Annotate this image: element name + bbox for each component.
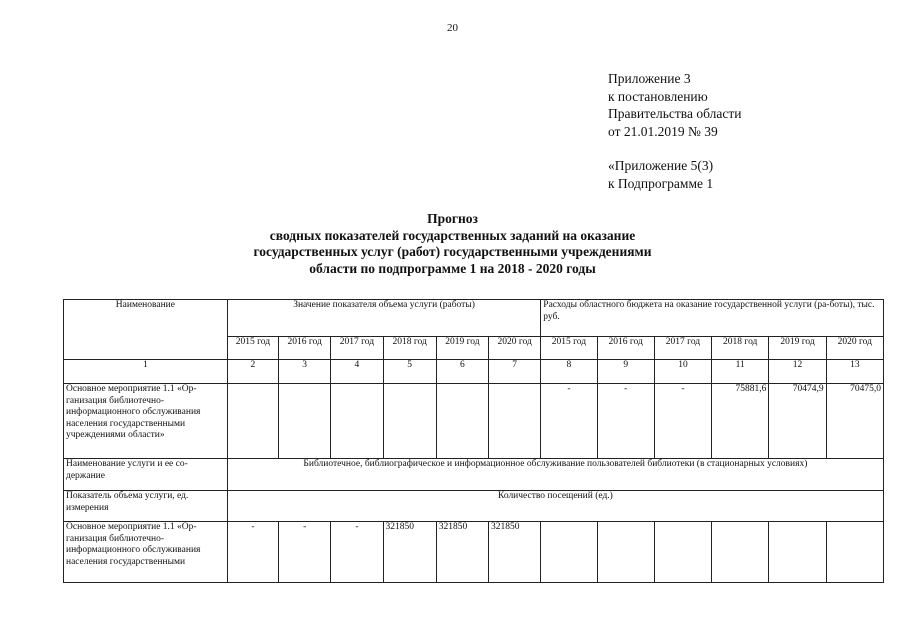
column-number: 11 (712, 360, 769, 384)
table-cell (826, 522, 883, 583)
table-cell: 321850 (436, 522, 488, 583)
column-number: 1 (64, 360, 228, 384)
column-number: 12 (769, 360, 826, 384)
table-cell (436, 384, 488, 459)
table-row (64, 384, 884, 459)
column-number: 2 (227, 360, 278, 384)
row-name: Основное мероприятие 1.1 «Ор-ганизация библиотечно-информационного обслуживания населения государственными учреждениями области» (64, 384, 228, 459)
table-cell: - (597, 384, 654, 459)
table-cell: - (227, 522, 278, 583)
page-number: 20 (447, 22, 458, 34)
appendix-line: «Приложение 5(3) (608, 158, 714, 173)
table-cell: - (654, 384, 711, 459)
table-cell (654, 522, 711, 583)
table-cell (769, 522, 826, 583)
volume-indicator: Количество посещений (ед.) (227, 491, 883, 522)
column-number: 3 (279, 360, 331, 384)
table-cell: - (331, 522, 383, 583)
column-number: 8 (541, 360, 597, 384)
header-year: 2017 год (331, 337, 383, 360)
table-cell: - (541, 384, 597, 459)
table-cell: 70474,9 (769, 384, 826, 459)
table-row (64, 522, 884, 583)
header-name: Наименование (64, 300, 228, 360)
appendix-line: Приложение 3 (608, 71, 691, 86)
forecast-table (63, 299, 884, 583)
table-cell (597, 522, 654, 583)
header-year: 2018 год (712, 337, 769, 360)
column-number: 5 (383, 360, 436, 384)
column-number: 6 (436, 360, 488, 384)
table-cell (279, 384, 331, 459)
table-cell (383, 384, 436, 459)
title-line: области по подпрограмме 1 на 2018 - 2020 годы (309, 260, 596, 276)
column-number: 4 (331, 360, 383, 384)
table-cell (331, 384, 383, 459)
header-year: 2015 год (227, 337, 278, 360)
table-cell (712, 522, 769, 583)
row-name: Наименование услуги и ее со-держание (64, 459, 228, 491)
appendix-line: от 21.01.2019 № 39 (608, 123, 718, 139)
title-line: государственных услуг (работ) государственными учреждениями (253, 244, 652, 259)
column-number: 13 (826, 360, 883, 384)
table-header-row (64, 300, 884, 337)
title-line: Прогноз (427, 211, 478, 226)
appendix-block (608, 70, 741, 192)
column-number: 7 (489, 360, 541, 384)
column-number: 10 (654, 360, 711, 384)
header-year: 2016 год (597, 337, 654, 360)
header-year: 2019 год (436, 337, 488, 360)
header-year: 2020 год (826, 337, 883, 360)
header-year: 2016 год (279, 337, 331, 360)
appendix-line: к постановлению (608, 88, 708, 104)
table-cell: 321850 (383, 522, 436, 583)
appendix-line: к Подпрограмме 1 (608, 175, 714, 191)
table-cell: 75881,6 (712, 384, 769, 459)
header-year: 2020 год (489, 337, 541, 360)
table-cell (227, 384, 278, 459)
appendix-line: Правительства области (608, 106, 742, 121)
table-cell: 70475,0 (826, 384, 883, 459)
table-cell (489, 384, 541, 459)
table-cell: 321850 (489, 522, 541, 583)
header-expense-group: Расходы областного бюджета на оказание государственной услуги (ра-боты), тыс. руб. (541, 300, 884, 337)
title-line: сводных показателей государственных заданий на оказание (269, 227, 636, 243)
header-year: 2017 год (654, 337, 711, 360)
service-description: Библиотечное, библиографическое и информационное обслуживание пользователей библиотеки (в стационарных условиях) (227, 459, 883, 491)
row-name: Показатель объема услуги, ед. измерения (64, 491, 228, 522)
table-cell (541, 522, 597, 583)
table-row (64, 459, 884, 491)
document-title (0, 211, 905, 277)
row-name: Основное мероприятие 1.1 «Ор-ганизация библиотечно-информационного обслуживания населения государственными (64, 522, 228, 583)
header-year: 2015 год (541, 337, 597, 360)
table-cell: - (279, 522, 331, 583)
table-row (64, 491, 884, 522)
table-colnum-row (64, 360, 884, 384)
column-number: 9 (597, 360, 654, 384)
header-year: 2018 год (383, 337, 436, 360)
header-volume-group: Значение показателя объема услуги (работы) (227, 300, 541, 337)
header-year: 2019 год (769, 337, 826, 360)
